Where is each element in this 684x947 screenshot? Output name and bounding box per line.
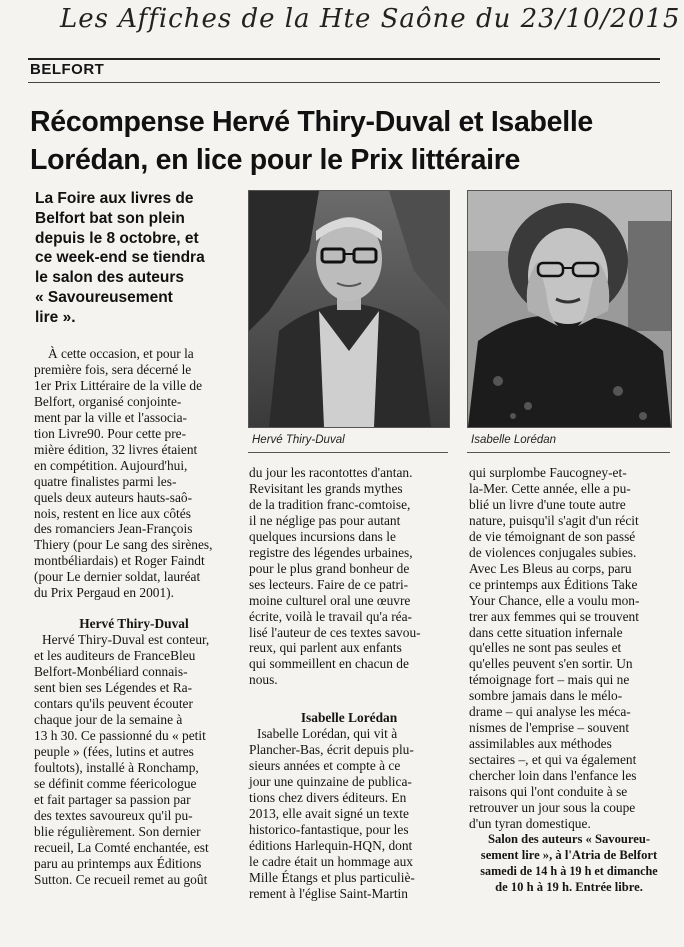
text-line: sent bien ses Légendes et Ra- <box>34 680 193 696</box>
text-line: nois, restent en lice aux côtés <box>34 505 191 521</box>
spacer-line <box>249 688 449 710</box>
text-line: Sutton. Ce recueil remet au goût <box>34 871 208 887</box>
text-line: en compétition. Aujourd'hui, <box>34 457 188 473</box>
photo-caption-woman: Isabelle Lorédan <box>471 434 557 446</box>
handwritten-source-note: Les Affiches de la Hte Saône du 23/10/2015 <box>60 4 681 34</box>
text-line: chaque jour de la semaine à <box>34 711 183 727</box>
text-line: À cette occasion, et pour la <box>48 346 194 361</box>
text-line: première fois, sera décerné le <box>34 361 192 377</box>
text-line: blié un livre d'une toute autre <box>469 496 626 512</box>
text-line: Thiery (pour Le sang des sirènes, <box>34 537 213 553</box>
article-column-2 <box>249 465 449 902</box>
text-line: Revisitant les grands mythes <box>249 480 403 496</box>
text-line: qui surplombe Faucogney-et- <box>469 465 627 480</box>
text-line: retrouver un jour sous la coupe <box>469 800 636 816</box>
section-tag: BELFORT <box>30 61 105 78</box>
text-line: témoignage fort – mais qui ne <box>469 672 630 688</box>
text-line: trer aux femmes qui se trouvent <box>469 608 639 624</box>
event-info-line: sement lire », à l'Atria de Belfort <box>480 847 658 862</box>
caption-rule <box>248 452 448 453</box>
text-line: peuple » (fées, lutins et autres <box>34 743 194 759</box>
header-rule-bottom <box>28 82 660 83</box>
text-line: lisé l'auteur de ces textes savou- <box>249 624 421 640</box>
text-line: contars qu'ils peuvent écouter <box>34 696 193 712</box>
text-line: chercher loin dans l'enfance les <box>469 768 637 784</box>
article-column-1 <box>34 346 234 887</box>
text-line: se définit comme féericologue <box>34 775 197 791</box>
text-line: registre des légendes urbaines, <box>249 544 413 560</box>
text-line: quelques incursions dans le <box>249 528 396 544</box>
text-line: du jour les racontottes d'antan. <box>249 465 413 480</box>
text-line: paru au printemps aux Éditions <box>34 855 202 871</box>
event-info-line: Salon des auteurs « Savoureu- <box>487 831 651 846</box>
text-line: nismes de l'emprise – souvent <box>469 720 630 736</box>
text-line: sectaires –, et qui va également <box>469 752 637 768</box>
text-line: mière édition, 32 livres étaient <box>34 441 198 457</box>
portrait-woman-photo <box>467 190 672 428</box>
text-line: sieurs années et compte à ce <box>249 758 401 774</box>
lead-line: le salon des auteurs <box>35 269 185 287</box>
text-line: quels deux auteurs hauts-saô- <box>34 489 193 505</box>
text-line: qui sommeillent en chacun de <box>249 656 409 672</box>
text-line: des textes savoureux qu'il pu- <box>34 807 193 823</box>
text-line: drame – qui analyse les méca- <box>469 704 631 720</box>
lead-line: La Foire aux livres de <box>35 190 194 207</box>
text-line: tion Livre90. Pour cette pre- <box>34 425 187 441</box>
subhead-loredan: Isabelle Lorédan <box>300 710 398 726</box>
text-line: Mille Étangs et plus particuliè- <box>249 869 415 885</box>
text-line: écrite, voilà le travail qu'a réa- <box>249 608 413 624</box>
subhead-thiry-duval: Hervé Thiry-Duval <box>79 616 189 632</box>
text-line: éditions Harlequin-HQN, dont <box>249 837 413 853</box>
text-line: Plancher-Bas, écrit depuis plu- <box>249 742 414 758</box>
text-line: reux, qui parlent aux enfants <box>249 640 402 656</box>
text-line: de violences conjugales subies. <box>469 544 637 560</box>
text-line: des romanciers Jean-François <box>34 521 193 537</box>
headline-line: Récompense Hervé Thiry-Duval et Isabelle <box>30 106 593 138</box>
text-line: d'un tyran domestique. <box>469 815 591 831</box>
text-line: quatre finalistes parmi les- <box>34 473 177 489</box>
text-line: blie régulièrement. Son dernier <box>34 823 201 839</box>
text-line: assimilables aux méthodes <box>469 736 612 752</box>
text-line: 2013, elle avait signé un texte <box>249 806 409 822</box>
text-line: moine culturel oral une œuvre <box>249 592 411 608</box>
photo-caption-man: Hervé Thiry-Duval <box>252 434 345 446</box>
caption-rule <box>467 452 670 453</box>
spacer-line <box>34 601 234 616</box>
text-line: le cadre était un hommage aux <box>249 853 413 869</box>
text-line: montbéliardais) et Roger Faindt <box>34 553 205 569</box>
text-line: historico-fantastique, pour les <box>249 822 409 838</box>
text-line: Belfort, organisé conjointe- <box>34 393 182 409</box>
portrait-man-photo <box>248 190 450 428</box>
text-line: sombre jamais dans le mélo- <box>469 688 623 704</box>
text-line: recueil, La Comté enchantée, est <box>34 839 209 855</box>
text-line: (pour Le dernier soldat, lauréat <box>34 569 201 585</box>
text-line: Hervé Thiry-Duval est conteur, <box>42 632 210 648</box>
event-info-line: de 10 h à 19 h. Entrée libre. <box>495 879 643 894</box>
text-line: et fait partager sa passion par <box>34 791 191 807</box>
lead-line: ce week-end se tiendra <box>35 249 205 267</box>
text-line: tions chez divers éditeurs. En <box>249 790 407 806</box>
text-line: de vie témoignant de son passé <box>469 528 636 544</box>
text-line: dans cette situation infernale <box>469 624 623 640</box>
text-line: foultots), installé à Ronchamp, <box>34 759 199 775</box>
text-line: et les auditeurs de FranceBleu <box>34 648 196 664</box>
text-line: Avec Les Bleus au corps, paru <box>469 560 632 576</box>
text-line: nous. <box>249 672 278 688</box>
header-rule-top <box>28 58 660 60</box>
text-line: il ne néglige pas pour autant <box>249 512 401 528</box>
article-column-3 <box>469 465 669 896</box>
lead-line: Belfort bat son plein <box>35 209 185 227</box>
text-line: la-Mer. Cette année, elle a pu- <box>469 480 631 496</box>
text-line: nature, puisqu'il s'agit d'un récit <box>469 512 639 528</box>
event-info-line: samedi de 14 h à 19 h et dimanche <box>480 863 658 878</box>
text-line: jour une quinzaine de publica- <box>249 774 412 790</box>
text-line: qu'elles peuvent s'en sortir. Un <box>469 656 633 672</box>
text-line: ses lecteurs. Faire de ce patri- <box>249 576 409 592</box>
text-line: Belfort-Monbéliard connais- <box>34 664 188 680</box>
text-line: ment par la ville et l'associa- <box>34 409 187 425</box>
text-line: qu'elles ne sont pas seules et <box>469 640 622 656</box>
lead-line: « Savoureusement <box>35 288 173 306</box>
text-line: ce printemps aux Éditions Take <box>469 576 638 592</box>
text-line: 1er Prix Littéraire de la ville de <box>34 377 203 393</box>
text-line: Your Chance, elle a voulu mon- <box>469 592 640 608</box>
text-line: de la tradition franc-comtoise, <box>249 496 411 512</box>
text-line: Isabelle Lorédan, qui vit à <box>257 726 398 742</box>
text-line: raisons qui l'ont conduite à se <box>469 784 628 800</box>
article-headline <box>30 103 670 179</box>
headline-line: Lorédan, en lice pour le Prix littéraire <box>30 144 521 176</box>
lead-line: depuis le 8 octobre, et <box>35 229 199 247</box>
text-line: du Prix Pergaud en 2001). <box>34 585 174 601</box>
text-line: pour le plus grand bonheur de <box>249 560 410 576</box>
lead-line: lire ». <box>35 308 76 326</box>
text-line: rement à l'église Saint-Martin <box>249 885 408 901</box>
text-line: 13 h 30. Ce passionné du « petit <box>34 727 206 743</box>
article-lead <box>35 189 245 328</box>
